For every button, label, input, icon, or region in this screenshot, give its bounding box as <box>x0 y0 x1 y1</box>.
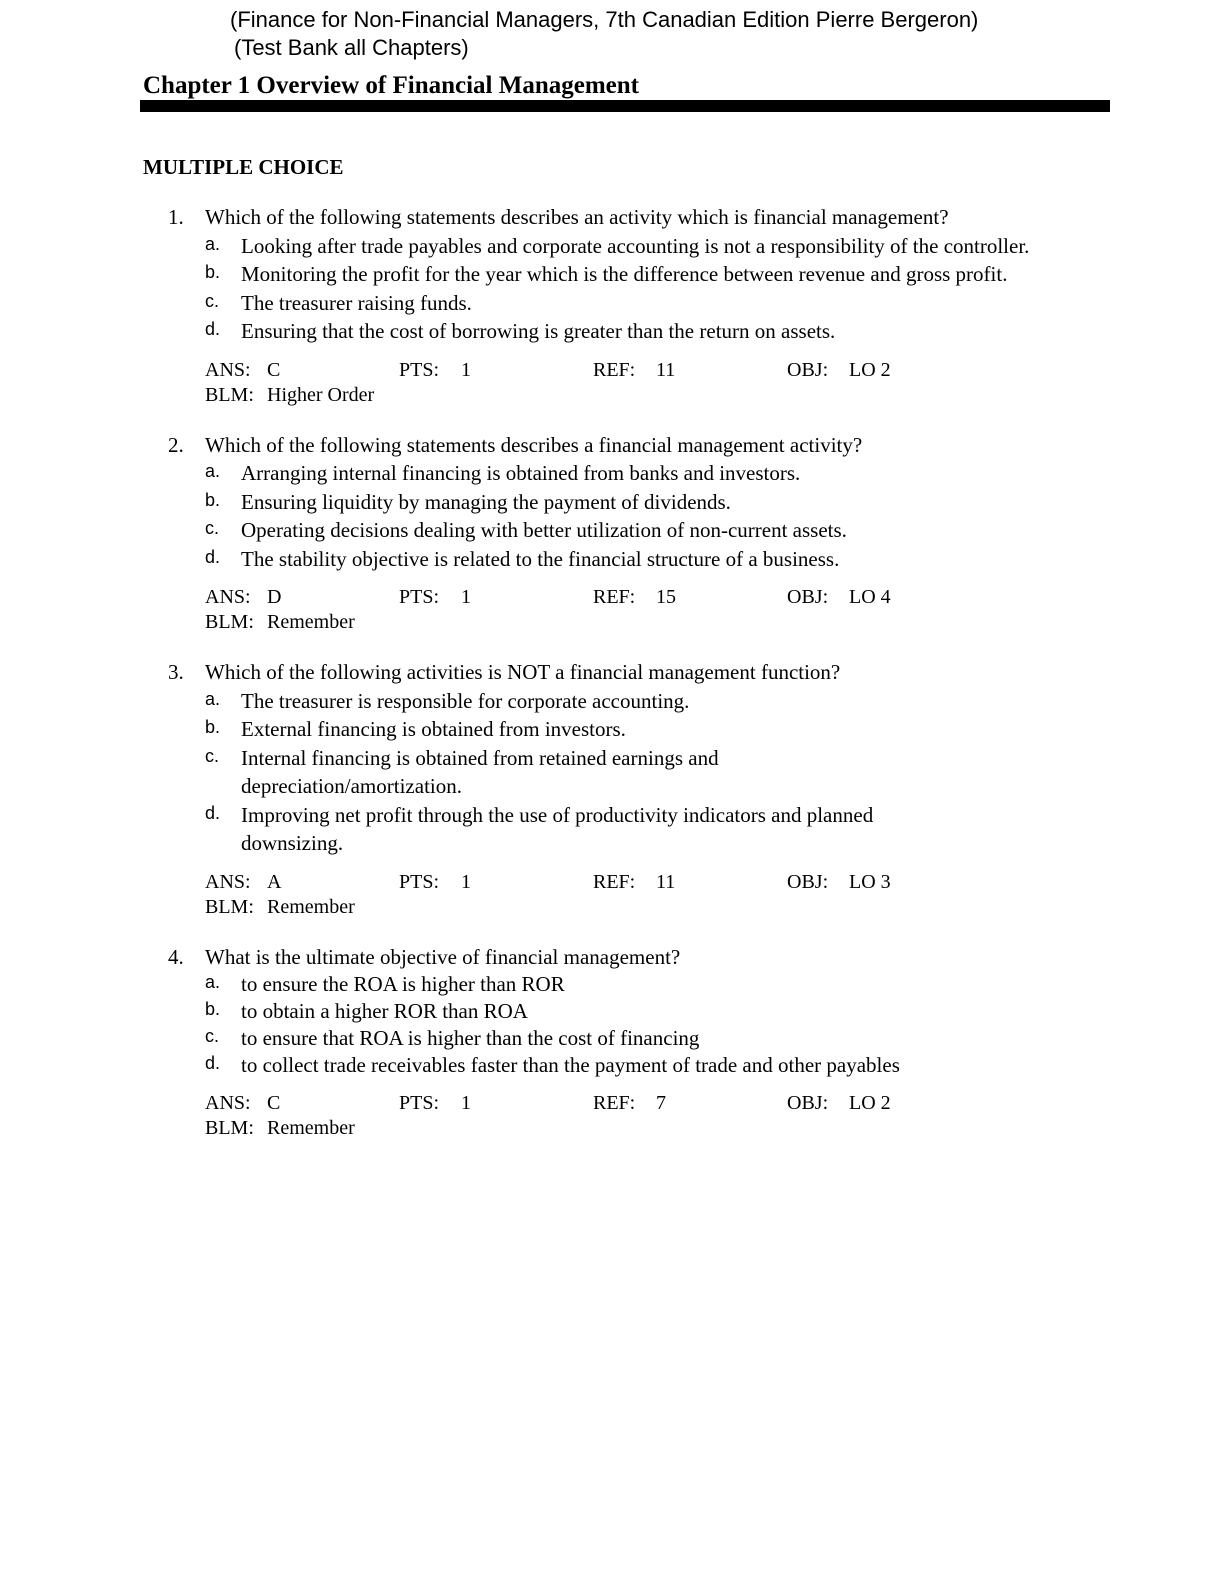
option-text: to obtain a higher ROR than ROA <box>241 999 528 1023</box>
blm-row <box>0 610 1224 635</box>
option-letter: c. <box>205 290 220 311</box>
pts-value: 1 <box>461 870 471 893</box>
pts-label: PTS: <box>399 586 440 608</box>
answer-option <box>0 488 1041 517</box>
blm-value: Remember <box>267 1117 355 1139</box>
option-letter: c. <box>205 1026 220 1046</box>
question-item <box>0 203 1224 408</box>
answer-metadata <box>0 358 1224 408</box>
ref-value: 11 <box>656 870 676 893</box>
pts-label: PTS: <box>399 358 440 381</box>
option-text: Arranging internal financing is obtained from banks and investors. <box>241 461 801 485</box>
option-letter: c. <box>205 745 220 766</box>
question-stem <box>0 203 1224 232</box>
chapter-title: Chapter 1 Overview of Financial Management <box>143 72 639 99</box>
answer-option <box>0 801 971 858</box>
answer-option <box>0 687 1041 716</box>
obj-label: OBJ: <box>787 870 829 893</box>
option-letter: b. <box>205 489 221 510</box>
obj-value: LO 3 <box>849 870 891 893</box>
ans-label: ANS: <box>205 586 251 608</box>
ans-label: ANS: <box>205 358 251 381</box>
answer-option <box>0 715 1041 744</box>
option-text: Operating decisions dealing with better utilization of non-current assets. <box>241 518 847 542</box>
question-item <box>0 658 1224 920</box>
blm-row <box>0 895 1224 920</box>
answer-metadata <box>0 1091 1224 1141</box>
ref-label: REF: <box>593 358 636 381</box>
answer-option <box>0 459 1041 488</box>
option-letter: b. <box>205 262 221 282</box>
question-item <box>0 431 1224 636</box>
option-letter: a. <box>205 461 221 481</box>
blm-label: BLM: <box>205 383 254 406</box>
ans-label: ANS: <box>205 1092 251 1114</box>
blm-row <box>0 1116 1224 1141</box>
question-number: 3. <box>168 660 184 684</box>
option-text: Improving net profit through the use of productivity indicators and planned downsizing. <box>241 802 874 855</box>
ans-value: D <box>267 586 282 608</box>
option-text: Internal financing is obtained from retained earnings and depreciation/amortization. <box>241 745 719 798</box>
section-heading: MULTIPLE CHOICE <box>143 155 344 179</box>
question-stem <box>0 943 1224 972</box>
question-number: 2. <box>168 432 184 457</box>
ref-label: REF: <box>593 1092 636 1114</box>
answer-option <box>0 1052 1041 1079</box>
answer-option <box>0 516 1041 545</box>
question-text: Which of the following activities is NOT a financial management function? <box>205 660 841 684</box>
answer-option <box>0 260 1041 289</box>
question-stem <box>0 431 1224 460</box>
option-text: Ensuring liquidity by managing the payment of dividends. <box>241 489 731 514</box>
ref-label: REF: <box>593 586 636 608</box>
question-item <box>0 943 1224 1142</box>
option-letter: a. <box>205 688 221 709</box>
ans-value: A <box>267 870 282 893</box>
answer-option <box>0 998 1041 1025</box>
option-letter: d. <box>205 546 221 567</box>
answer-option <box>0 317 1041 346</box>
ans-label: ANS: <box>205 870 251 893</box>
pts-label: PTS: <box>399 1092 440 1114</box>
option-letter: d. <box>205 802 221 823</box>
header-book-title: (Finance for Non-Financial Managers, 7th Canadian Edition Pierre Bergeron) <box>230 7 979 32</box>
option-text: Monitoring the profit for the year which is the difference between revenue and gross profit. <box>241 262 1008 286</box>
option-text: to ensure the ROA is higher than ROR <box>241 972 565 996</box>
option-text: The treasurer raising funds. <box>241 290 472 315</box>
answer-option <box>0 545 1041 574</box>
blm-value: Higher Order <box>267 383 375 406</box>
obj-label: OBJ: <box>787 358 829 381</box>
option-letter: a. <box>205 972 221 992</box>
ref-value: 15 <box>656 586 676 608</box>
option-letter: b. <box>205 999 221 1019</box>
question-text: Which of the following statements describes an activity which is financial management? <box>205 205 949 229</box>
option-text: to collect trade receivables faster than the payment of trade and other payables <box>241 1053 900 1077</box>
title-rule <box>140 100 1110 112</box>
option-letter: a. <box>205 233 221 254</box>
obj-value: LO 4 <box>849 586 891 608</box>
option-letter: c. <box>205 518 220 538</box>
question-number: 4. <box>168 944 184 969</box>
answer-metadata <box>0 870 1224 920</box>
ref-value: 11 <box>656 358 676 381</box>
option-text: Looking after trade payables and corporate accounting is not a responsibility of the controller. <box>241 233 1030 258</box>
pts-value: 1 <box>461 1092 471 1114</box>
option-text: The stability objective is related to the financial structure of a business. <box>241 546 840 571</box>
question-stem <box>0 658 1224 687</box>
question-number: 1. <box>168 205 184 229</box>
answer-option <box>0 289 1041 318</box>
pts-label: PTS: <box>399 870 440 893</box>
blm-label: BLM: <box>205 611 254 633</box>
obj-value: LO 2 <box>849 1092 891 1114</box>
ans-value: C <box>267 358 281 381</box>
blm-label: BLM: <box>205 1117 254 1139</box>
pts-value: 1 <box>461 358 471 381</box>
answer-metadata-row <box>0 870 1224 895</box>
option-letter: b. <box>205 717 221 737</box>
option-letter: d. <box>205 1053 221 1073</box>
option-text: Ensuring that the cost of borrowing is greater than the return on assets. <box>241 319 836 343</box>
ref-label: REF: <box>593 870 636 893</box>
answer-metadata-row <box>0 1091 1224 1116</box>
answer-metadata-row <box>0 358 1224 383</box>
option-text: External financing is obtained from investors. <box>241 717 626 741</box>
header-subtitle: (Test Bank all Chapters) <box>234 35 469 60</box>
obj-value: LO 2 <box>849 358 891 381</box>
blm-row <box>0 383 1224 408</box>
answer-metadata <box>0 585 1224 635</box>
pts-value: 1 <box>461 586 471 608</box>
blm-value: Remember <box>267 611 355 633</box>
question-text: Which of the following statements describes a financial management activity? <box>205 432 863 457</box>
option-letter: d. <box>205 319 221 339</box>
ans-value: C <box>267 1092 281 1114</box>
blm-label: BLM: <box>205 895 254 918</box>
obj-label: OBJ: <box>787 1092 829 1114</box>
ref-value: 7 <box>656 1092 666 1114</box>
answer-option <box>0 232 1041 261</box>
question-list <box>0 203 1224 1164</box>
answer-option <box>0 1025 1041 1052</box>
question-text: What is the ultimate objective of financial management? <box>205 944 681 969</box>
option-text: to ensure that ROA is higher than the cost of financing <box>241 1026 700 1050</box>
obj-label: OBJ: <box>787 586 829 608</box>
blm-value: Remember <box>267 895 355 918</box>
answer-option <box>0 744 801 801</box>
option-text: The treasurer is responsible for corporate accounting. <box>241 688 690 713</box>
answer-metadata-row <box>0 585 1224 610</box>
document-header <box>230 6 978 62</box>
answer-option <box>0 971 1041 998</box>
